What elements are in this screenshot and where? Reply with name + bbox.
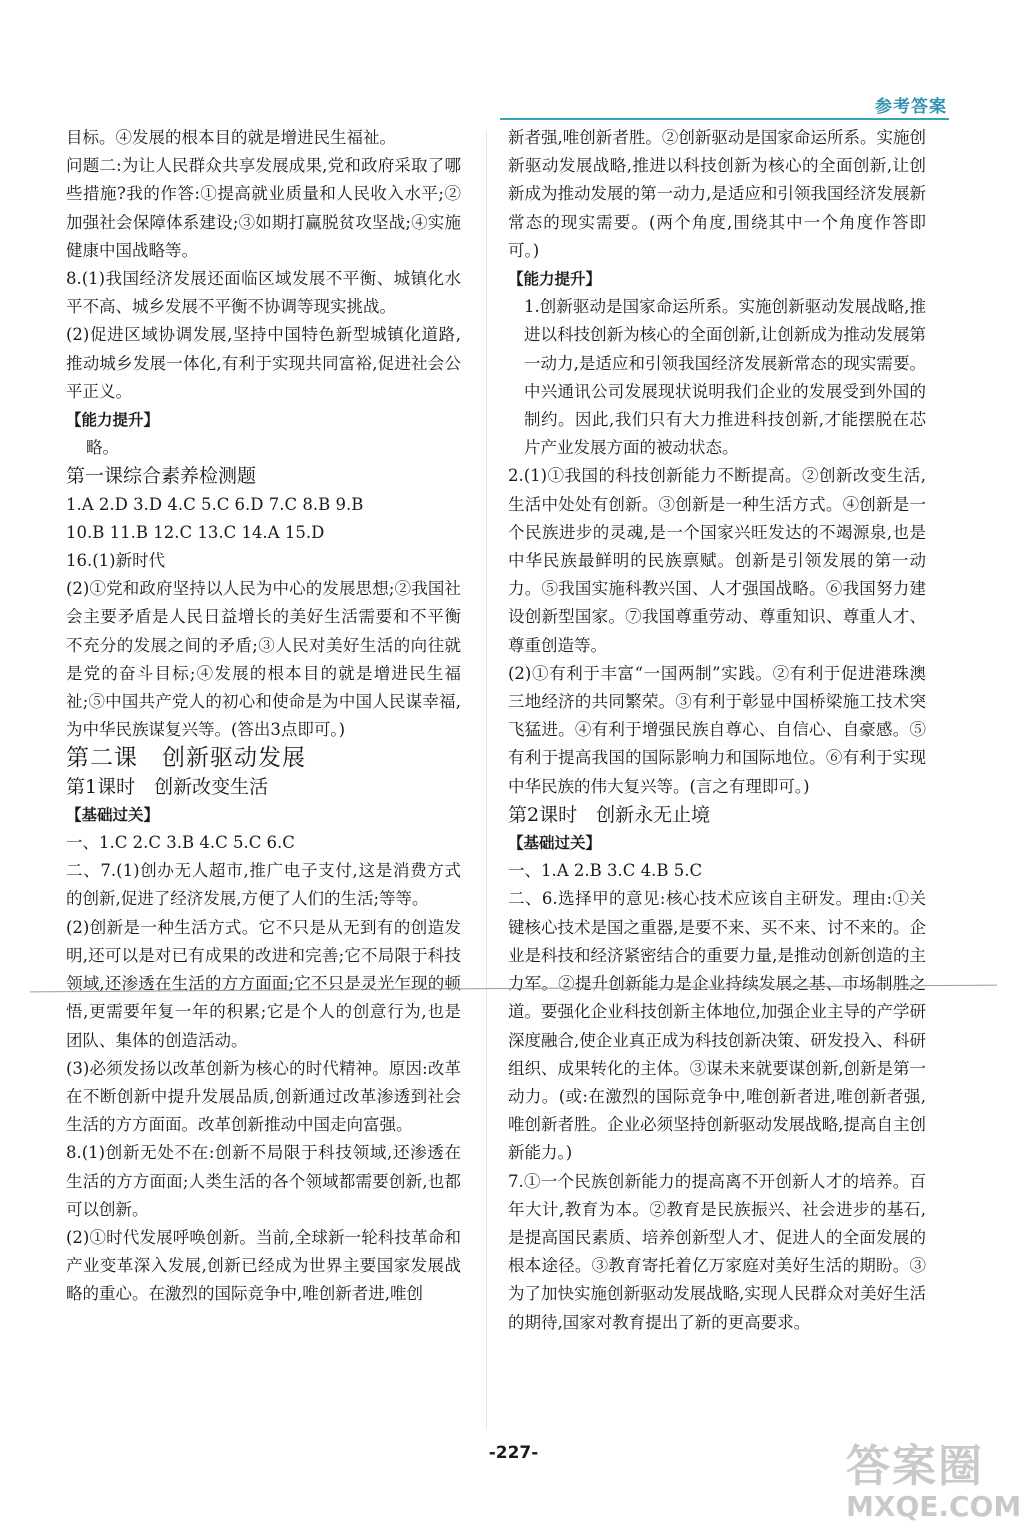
- left-paragraph: (2)促进区域协调发展,坚持中国特色新型城镇化道路,推动城乡发展一体化,有利于实现共同富裕,促进社会公平正义。: [66, 325, 461, 401]
- left-paragraph: 略。: [86, 438, 119, 458]
- page-number: -227-: [488, 1443, 539, 1463]
- left-paragraph: 问题二:为让人民群众共享发展成果,党和政府采取了哪些措施?我的作答:①提高就业质量和人民收入水平;②加强社会保障体系建设;③如期打赢脱贫攻坚战;④实施健康中国战略等。: [66, 156, 461, 260]
- left-paragraph: 8.(1)创新无处不在:创新不局限于科技领域,还渗透在生活的方方面面;人类生活的各个领域都需要创新,也都可以创新。: [66, 1143, 461, 1219]
- right-paragraph: 新者强,唯创新者胜。②创新驱动是国家命运所系。实施创新驱动发展战略,推进以科技创新为核心的全面创新,让创新成为推动发展的第一动力,是适应和引领我国经济发展新常态的现实需要。(两个角度,围绕其中一个角度作答即可。): [508, 128, 926, 260]
- section-title: 第一课综合素养检测题: [66, 465, 257, 488]
- right-column: [508, 124, 926, 1337]
- chapter-title: 第二课 创新驱动发展: [66, 745, 306, 772]
- right-paragraph: 7.①一个民族创新能力的提高离不开创新人才的培养。百年大计,教育为本。②教育是民族振兴、社会进步的基石,是提高国民素质、培养创新型人才、促进人的全面发展的根本途径。③教育寄托着亿万家庭对美好生活的期盼。③为了加快实施创新驱动发展战略,实现人民群众对美好生活的期待,国家对教育提出了新的更高要求。: [508, 1171, 926, 1332]
- left-paragraph: (2)①时代发展呼唤创新。当前,全球新一轮科技革命和产业变革深入发展,创新已经成为世界主要国家发展战略的重心。在激烈的国际竞争中,唯创新者进,唯创: [66, 1227, 461, 1304]
- watermark-logo: [846, 1442, 1021, 1532]
- ability-heading: 【能力提升】: [508, 270, 602, 289]
- lesson-title: 第1课时 创新改变生活: [66, 775, 269, 798]
- left-paragraph: (2)①党和政府坚持以人民为中心的发展思想;②我国社会主要矛盾是人民日益增长的美好生活需要和不平衡不充分的发展之间的矛盾;③人民对美好生活的向往就是党的奋斗目标;④发展的根本目的就是增进民生福祉;⑤中国共产党人的初心和使命是为中国人民谋幸福,为中华民族谋复兴等。(答出3点即可。): [66, 579, 461, 740]
- left-column: [66, 124, 461, 1309]
- left-paragraph: (3)必须发扬以改革创新为核心的时代精神。原因:改革在不断创新中提升发展品质,创新通过改革渗透到社会生活的方方面面。改革创新推动中国走向富强。: [66, 1058, 461, 1135]
- left-paragraph: 目标。④发展的根本目的就是增进民生福祉。: [66, 128, 396, 147]
- watermark-url: MXQE.COM: [846, 1490, 1022, 1523]
- answer-key-line: 一、1.C 2.C 3.B 4.C 5.C 6.C: [66, 833, 295, 853]
- lesson-title: 第2课时 创新永无止境: [508, 803, 711, 826]
- ability-heading: 【能力提升】: [66, 411, 160, 430]
- column-divider: [486, 130, 487, 1430]
- basic-heading: 【基础过关】: [66, 805, 160, 824]
- answer-key-line: 一、1.A 2.B 3.C 4.B 5.C: [508, 861, 703, 881]
- left-paragraph: 8.(1)我国经济发展还面临区域发展不平衡、城镇化水平不高、城乡发展不平衡不协调等现实挑战。: [66, 269, 461, 317]
- basic-heading: 【基础过关】: [508, 834, 602, 853]
- left-paragraph: 二、7.(1)创办无人超市,推广电子支付,这是消费方式的创新,促进了经济发展,方便了人们的生活;等等。: [66, 861, 461, 909]
- right-paragraph: (2)①有利于丰富“一国两制”实践。②有利于促进港珠澳三地经济的共同繁荣。③有利于彰显中国桥梁施工技术突飞猛进。④有利于增强民族自尊心、自信心、自豪感。⑤有利于提高我国的国际影响力和国际地位。⑥有利于实现中华民族的伟大复兴等。(言之有理即可。): [508, 663, 926, 796]
- right-paragraph: 1.创新驱动是国家命运所系。实施创新驱动发展战略,推进以科技创新为核心的全面创新,让创新成为推动发展第一动力,是适应和引领我国经济发展新常态的现实需要。中兴通讯公司发展现状说明我们企业的发展受到外国的制约。因此,我们只有大力推进科技创新,才能摆脱在芯片产业发展方面的被动状态。: [524, 297, 926, 458]
- left-paragraph: 16.(1)新时代: [66, 551, 166, 571]
- answer-header-tag: 参考答案: [875, 97, 947, 117]
- watermark-text: 答案圈: [846, 1441, 984, 1492]
- right-paragraph: 二、6.选择甲的意见:核心技术应该自主研发。理由:①关键核心技术是国之重器,是要不来、买不来、讨不来的。企业是科技和经济紧密结合的重要力量,是推动创新创造的主力军。②提升创新能力是企业持续发展之基、市场制胜之道。要强化企业科技创新主体地位,加强企业主导的产学研深度融合,使企业真正成为科技创新决策、研发投入、科研组织、成果转化的主体。③谋未来就要谋创新,创新是第一动力。(或:在激烈的国际竞争中,唯创新者进,唯创新者强,唯创新者胜。企业必须坚持创新驱动发展战略,提高自主创新能力。): [508, 889, 926, 1163]
- header-rule: [500, 118, 949, 120]
- right-paragraph: 2.(1)①我国的科技创新能力不断提高。②创新改变生活,生活中处处有创新。③创新是一种生活方式。④创新是一个民族进步的灵魂,是一个国家兴旺发达的不竭源泉,也是中华民族最鲜明的民族禀赋。创新是引领发展的第一动力。⑤我国实施科教兴国、人才强国战略。⑥我国努力建设创新型国家。⑦我国尊重劳动、尊重知识、尊重人才、尊重创造等。: [508, 466, 926, 655]
- answer-key-line: 10.B 11.B 12.C 13.C 14.A 15.D: [66, 522, 325, 542]
- left-paragraph: (2)创新是一种生活方式。它不只是从无到有的创造发明,还可以是对已有成果的改进和完善;它不局限于科技领域,还渗透在生活的方方面面;它不只是灵光乍现的顿悟,更需要年复一年的积累;它是个人的创意行为,也是团队、集体的创造活动。: [66, 917, 461, 1050]
- answer-key-line: 1.A 2.D 3.D 4.C 5.C 6.D 7.C 8.B 9.B: [66, 494, 364, 514]
